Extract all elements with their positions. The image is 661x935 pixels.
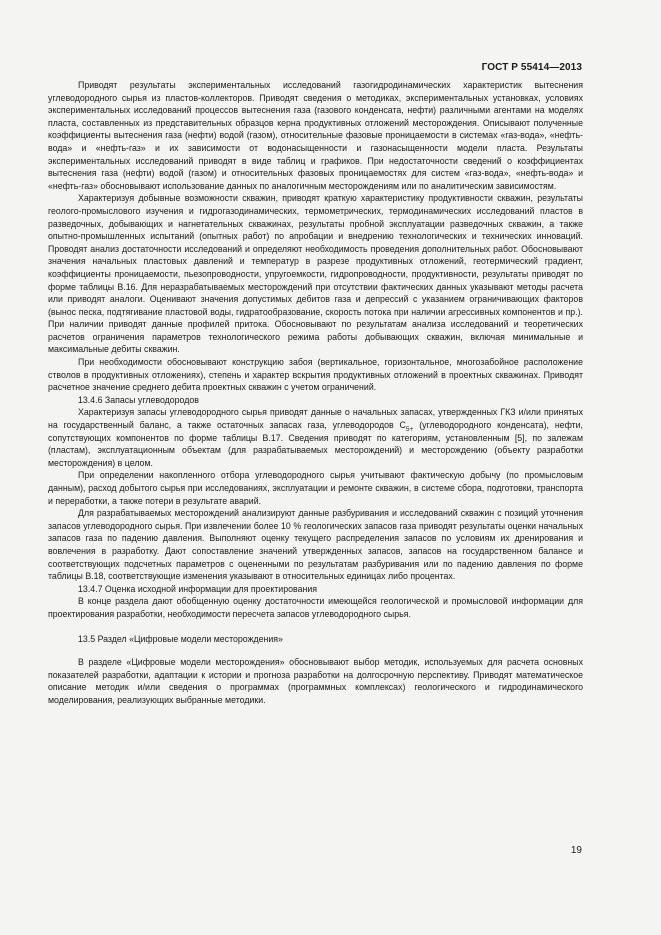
reserves-text-a: Характеризуя запасы углеводородного сырья приводят данные о начальных запасах, утвержденных ГКЗ и/или принятых на государственный баланс, а также остаточных запасах газа, углеводородов C <box>48 407 583 431</box>
paragraph-info-assessment: В конце раздела дают обобщенную оценку достаточности имеющейся геологической и промысловой информации для проектирования разработки, необходимости пересчета запасов углеводородного сырья. <box>48 596 583 619</box>
paragraph-well-design: При необходимости обосновывают конструкцию забоя (вертикальное, горизонтальное, многозабойное расположение стволов в продуктивных отложениях), степень и характер вскрытия продуктивных отложений в проектных скважинах. Приводят расчетное значение среднего дебита проектных скважин с учетом ограничений. <box>48 357 583 393</box>
heading-13-4-6: 13.4.6 Запасы углеводородов <box>78 394 199 405</box>
heading-13-4-7: 13.4.7 Оценка исходной информации для проектирования <box>78 583 318 594</box>
paragraph-digital-models: В разделе «Цифровые модели месторождения» обосновывают выбор методик, используемых для расчета основных показателей разработки, адаптации к истории и прогноза разработки на долгосрочную перспективу. Приводят математическое описание методик и/или сведения о программах (программных комплексах) геологического и гидродинамического моделирования, реализующих выбранные методики. <box>48 657 583 705</box>
paragraph-well-productivity: Характеризуя добывные возможности скважин, приводят краткую характеристику продуктивности скважин, результаты геолого-промыслового изучения и гидрогазодинамических, термометрических, термодинамических исследований пластов в разведочных, добывающих и нагнетательных скважинах, результаты пробной эксплуатации разведочных скважин, а также опытно-промышленных испытаний (опытных работ) по апробации и внедрению технологических и технических инноваций. Проводят анализ достаточности исследований и определяют необходимость проведения дополнительных работ. Обосновывают значения начальных пластовых давлений и температур в разрезе продуктивных отложений, геотермический градиент, коэффициенты проницаемости, пьезопроводности, упругоемкости, гидропроводности, продуктивности, результаты приводят по форме таблицы В.16. Для неразрабатываемых месторождений при отсутствии фактических данных указывают методы расчета или приводят аналоги. Оценивают значения допустимых дебитов газа и депрессий с указанием ограничивающих факторов (вынос песка, подтягивание пластовой воды, гидратообразование, скорость потока при наличии агрессивных компонентов и пр.). При наличии приводят данные профилей притока. Обосновывают по результатам анализа исследований и теоретических расчетов ограничения параметров технологического режима работы добывающих скважин, включая минимальные и максимальные дебиты скважин. <box>48 193 583 355</box>
standard-id: ГОСТ Р 55414—2013 <box>481 62 582 73</box>
heading-13-5: 13.5 Раздел «Цифровые модели месторождения» <box>78 633 283 644</box>
paragraph-displacement: Приводят результаты экспериментальных исследований газогидродинамических характеристик вытеснения углеводородного сырья из пластов-коллекторов. Приводят сведения о методиках, экспериментальных установках, условиях экспериментальных исследований процессов вытеснения газа (газового конденсата, нефти) различными агентами на моделях пласта, составленных из представительных образцов керна продуктивных отложений месторождения. Описывают полученные коэффициенты вытеснения газа (нефти) водой (газом), относительные фазовые проницаемости в системах «газ-вода», «нефть-вода» и «нефть-газ» и их зависимости от водонасыщенности и газонасыщенности модели пласта. Результаты экспериментальных исследований приводят в виде таблиц и графиков. При недостаточности сведений о коэффициентах вытеснения газа (нефти) водой (газом) и относительных фазовых проницаемостях для систем «газ-вода», «нефть-вода» и «нефть-газ» обосновывают использование данных по аналогичным месторождениям или по аналитическим зависимостям. <box>48 80 583 191</box>
document-body <box>48 79 583 707</box>
paragraph-reserves-analysis: Для разрабатываемых месторождений анализируют данные разбуривания и исследований скважин с позиций уточнения запасов углеводородного сырья. При извлечении более 10 % геологических запасов газа приводят результаты оценки начальных запасов газа по падению давления. Выполняют оценку текущего распределения запасов по условиям их дренирования и вовлечения в разработку. Дают сопоставление значений утвержденных запасов, запасов на государственном балансе и соответствующих подсчетных параметров с оцененными по результатам разбуривания или по падению давления по форме таблицы В.18, соответствующие изменения указывают в относительных единицах либо процентах. <box>48 508 583 582</box>
reserves-subscript: 5+ <box>405 425 414 433</box>
reserves-text-b: (углеводородного конденсата), нефти, сопутствующих компонентов по форме таблицы В.17. Сведения приводят по категориям, установленным [5], по залежам (пластам), эксплуатационным объектам (для разрабатываемых месторождений) и месторождению (объекту разработки месторождения) в целом. <box>48 420 583 468</box>
page-number: 19 <box>570 845 582 856</box>
paragraph-reserves-initial <box>48 406 583 469</box>
paragraph-cumulative-production: При определении накопленного отбора углеводородного сырья учитывают фактическую добычу (по промысловым данным), расход добытого сырья при исследованиях, эксплуатации и ремонте скважин, в системе сбора, подготовки, транспорта и переработки, а также потери в результате аварий. <box>48 470 583 506</box>
